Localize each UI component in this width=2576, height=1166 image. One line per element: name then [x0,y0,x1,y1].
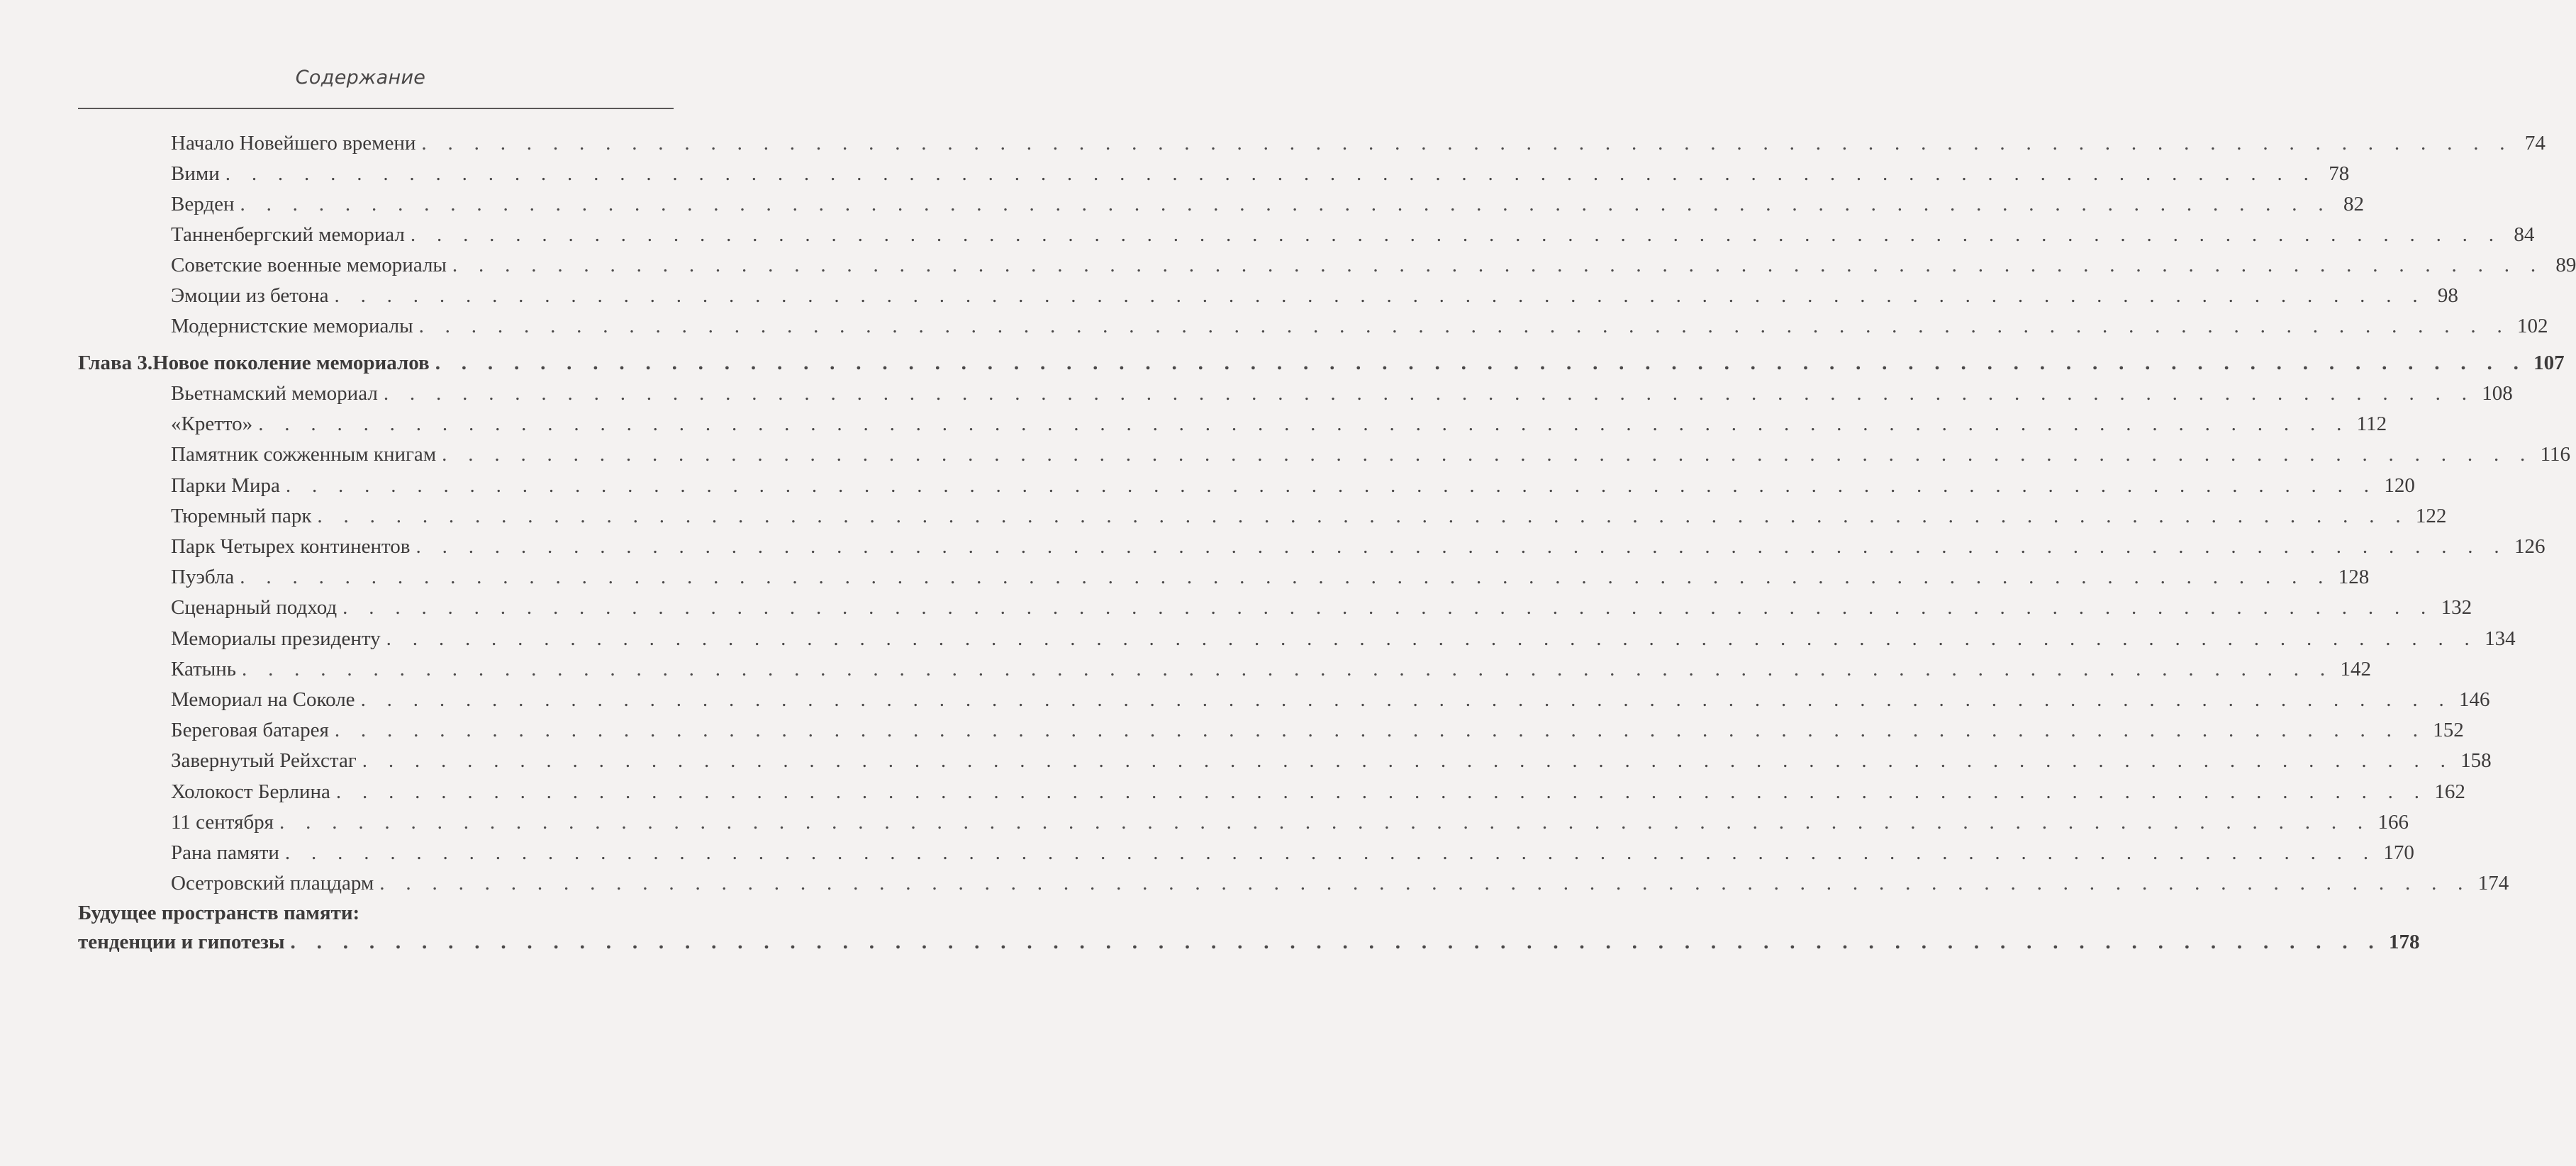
toc-entry-label: «Кретто» [171,413,253,435]
toc-entry-page-number: 158 [2460,749,2492,772]
running-head-title: Содержание [295,67,426,89]
dot-leader: . . . . . . . . . . . . . . . . . . . . . . . . . . . . . . . . . . . . . . . . . . . . . . . . . . . . . . . . . . . . . . . . . . . . . . . . . . . . . . . . [360,688,2453,711]
toc-entry-label: тенденции и гипотезы [78,931,285,953]
dot-leader: . . . . . . . . . . . . . . . . . . . . . . . . . . . . . . . . . . . . . . . . . . . . . . . . . . . . . . . . . . . . . . . . . . . . . . . . . . . . . . . . [335,780,2428,803]
toc-chapter-heading[interactable] [78,347,2565,379]
toc-entry-label: Мемориал на Соколе [171,688,355,711]
toc-entry[interactable] [171,807,2409,838]
toc-entry-label: Вьетнамский мемориал [171,382,378,405]
toc-entry[interactable] [171,470,2415,501]
dot-leader: . . . . . . . . . . . . . . . . . . . . . . . . . . . . . . . . . . . . . . . . . . . . . . . . . . . . . . . . . . . . . . . . . . . . . . . . . . . . . . . . [386,627,2478,650]
dot-leader: . . . . . . . . . . . . . . . . . . . . . . . . . . . . . . . . . . . . . . . . . . . . . . . . . . . . . . . . . . . . . . . . . . . . . . . . . . . . . . . . [421,132,2513,155]
toc-entry-label: Береговая батарея [171,719,329,741]
chapter-number: Глава 3. [78,352,153,374]
toc-entry-label: Памятник сожженным книгам [171,443,437,466]
dot-leader: . . . . . . . . . . . . . . . . . . . . . . . . . . . . . . . . . . . . . . . . . . . . . . . . . . . . . . . . . . . . . . . . . . . . . . . . . . . . . . . . [334,284,2426,307]
toc-entry-page-number: 102 [2517,315,2548,337]
dot-leader: . . . . . . . . . . . . . . . . . . . . . . . . . . . . . . . . . . . . . . . . . . . . . . . . . . . . . . . . . . . . . . . . . . . . . . . . . . . . . . . . [240,193,2331,215]
toc-entry-label: Танненбергский мемориал [171,223,405,246]
toc-entry-label: Парки Мира [171,474,280,497]
toc-entry-label: Парк Четырех континентов [171,535,411,558]
toc-entry[interactable] [171,439,2571,470]
toc-entry-page-number: 166 [2377,811,2409,834]
toc-entry-page-number: 84 [2514,223,2535,246]
dot-leader: . . . . . . . . . . . . . . . . . . . . . . . . . . . . . . . . . . . . . . . . . . . . . . . . . . . . . . . . . . . . . . . . . . . . . . . . . . . . . . . . [362,749,2454,772]
toc-entry-page-number: 112 [2356,413,2387,435]
toc-entry[interactable] [171,776,2465,807]
dot-leader: . . . . . . . . . . . . . . . . . . . . . . . . . . . . . . . . . . . . . . . . . . . . . . . . . . . . . . . . . . . . . . . . . . . . . . . . . . . . . . . . [290,931,2382,953]
toc-final-entry[interactable] [78,926,2420,958]
dot-leader: . . . . . . . . . . . . . . . . . . . . . . . . . . . . . . . . . . . . . . . . . . . . . . . . . . . . . . . . . . . . . . . . . . . . . . . . . . . . . . . . [317,505,2409,527]
toc-entry-page-number: 170 [2383,841,2414,864]
dot-leader: . . . . . . . . . . . . . . . . . . . . . . . . . . . . . . . . . . . . . . . . . . . . . . . . . . . . . . . . . . . . . . . . . . . . . . . . . . . . . . . . [410,223,2502,246]
toc-entry[interactable] [171,654,2371,685]
toc-entry-label: Тюремный парк [171,505,312,527]
dot-leader: . . . . . . . . . . . . . . . . . . . . . . . . . . . . . . . . . . . . . . . . . . . . . . . . . . . . . . . . . . . . . . . . . . . . . . . . . . . . . . . . [342,596,2434,619]
toc-entry-label: Катынь [171,658,236,680]
dot-leader: . . . . . . . . . . . . . . . . . . . . . . . . . . . . . . . . . . . . . . . . . . . . . . . . . . . . . . . . . . . . . . . . . . . . . . . . . . . . . . . . [258,413,2350,435]
dot-leader: . . . . . . . . . . . . . . . . . . . . . . . . . . . . . . . . . . . . . . . . . . . . . . . . . . . . . . . . . . . . . . . . . . . . . . . . . . . . . . . . [442,443,2533,466]
toc-entry-label: Завернутый Рейхстаг [171,749,357,772]
toc-entry-label: Новое поколение мемориалов [152,352,430,374]
toc-entry[interactable] [171,623,2516,654]
toc-entry[interactable] [171,378,2513,409]
toc-entry-page-number: 107 [2533,352,2565,374]
toc-entry-label: Эмоции из бетона [171,284,329,307]
toc-final-entry-line1[interactable]: Будущее пространств памяти: [78,902,360,924]
toc-entry[interactable] [171,745,2492,776]
toc-entry[interactable] [171,531,2546,562]
toc-entry-page-number: 98 [2437,284,2458,307]
dot-leader: . . . . . . . . . . . . . . . . . . . . . . . . . . . . . . . . . . . . . . . . . . . . . . . . . . . . . . . . . . . . . . . . . . . . . . . . . . . . . . . . [225,162,2317,185]
toc-entry[interactable] [171,561,2370,593]
toc-entry-page-number: 120 [2384,474,2415,497]
dot-leader: . . . . . . . . . . . . . . . . . . . . . . . . . . . . . . . . . . . . . . . . . . . . . . . . . . . . . . . . . . . . . . . . . . . . . . . . . . . . . . . . [240,566,2331,588]
toc-entry-page-number: 122 [2415,505,2447,527]
toc-entry[interactable] [171,128,2546,159]
toc-entry-label: Верден [171,193,235,215]
toc-entry-page-number: 128 [2338,566,2370,588]
toc-entry-label: 11 сентября [171,811,274,834]
toc-entry[interactable] [171,684,2490,715]
dot-leader: . . . . . . . . . . . . . . . . . . . . . . . . . . . . . . . . . . . . . . . . . . . . . . . . . . . . . . . . . . . . . . . . . . . . . . . . . . . . . . . . [418,315,2511,337]
toc-entry[interactable] [171,250,2576,281]
toc-entry[interactable] [171,500,2447,532]
toc-entry-page-number: 134 [2485,627,2516,650]
dot-leader: . . . . . . . . . . . . . . . . . . . . . . . . . . . . . . . . . . . . . . . . . . . . . . . . . . . . . . . . . . . . . . . . . . . . . . . . . . . . . . . . [452,254,2544,276]
toc-entry-label: Модернистские мемориалы [171,315,413,337]
dot-leader: . . . . . . . . . . . . . . . . . . . . . . . . . . . . . . . . . . . . . . . . . . . . . . . . . . . . . . . . . . . . . . . . . . . . . . . . . . . . . . . . [284,841,2377,864]
toc-entry-page-number: 178 [2388,931,2420,953]
toc-entry-page-number: 89 [2555,254,2576,276]
toc-entry-page-number: 78 [2329,162,2350,185]
toc-entry-page-number: 152 [2433,719,2464,741]
toc-entry[interactable] [171,189,2364,220]
dot-leader: . . . . . . . . . . . . . . . . . . . . . . . . . . . . . . . . . . . . . . . . . . . . . . . . . . . . . . . . . . . . . . . . . . . . . . . . . . . . . . . . [383,382,2475,405]
toc-entry-label: Пуэбла [171,566,235,588]
toc-entry[interactable] [171,280,2458,311]
dot-leader: . . . . . . . . . . . . . . . . . . . . . . . . . . . . . . . . . . . . . . . . . . . . . . . . . . . . . . . . . . . . . . . . . . . . . . . . . . . . . . . . [334,719,2426,741]
dot-leader: . . . . . . . . . . . . . . . . . . . . . . . . . . . . . . . . . . . . . . . . . . . . . . . . . . . . . . . . . . . . . . . . . . . . . . . . . . . . . . . . [241,658,2334,680]
toc-entry-page-number: 132 [2441,596,2472,619]
toc-entry[interactable] [171,714,2464,746]
toc-entry-page-number: 174 [2477,872,2509,895]
dot-leader: . . . . . . . . . . . . . . . . . . . . . . . . . . . . . . . . . . . . . . . . . . . . . . . . . . . . . . . . . . . . . . . . . . . . . . . . . . . . . . . . [279,811,2371,834]
toc-entry[interactable] [171,837,2414,868]
toc-entry[interactable] [171,219,2535,250]
toc-entry-label: Начало Новейшего времени [171,132,416,155]
dot-leader: . . . . . . . . . . . . . . . . . . . . . . . . . . . . . . . . . . . . . . . . . . . . . . . . . . . . . . . . . . . . . . . . . . . . . . . . . . . . . . . . [435,352,2527,374]
toc-entry-label: Осетровский плацдарм [171,872,374,895]
toc-entry-page-number: 82 [2343,193,2364,215]
toc-entry-label: Советские военные мемориалы [171,254,447,276]
toc-entry-page-number: 108 [2482,382,2513,405]
toc-entry[interactable] [171,310,2548,342]
toc-entry-page-number: 142 [2340,658,2371,680]
toc-entry[interactable] [171,158,2350,189]
toc-entry-label: Сценарный подход [171,596,338,619]
toc-entry-label: Рана памяти [171,841,279,864]
toc-entry-label: Вими [171,162,220,185]
toc-entry-label: Мемориалы президенту [171,627,381,650]
toc-entry[interactable] [171,868,2509,899]
toc-entry-page-number: 74 [2524,132,2546,155]
dot-leader: . . . . . . . . . . . . . . . . . . . . . . . . . . . . . . . . . . . . . . . . . . . . . . . . . . . . . . . . . . . . . . . . . . . . . . . . . . . . . . . . [416,535,2507,558]
toc-entry-page-number: 116 [2540,443,2571,466]
toc-entry[interactable] [171,592,2472,623]
toc-entry-page-number: 146 [2459,688,2490,711]
toc-entry-label: Холокост Берлина [171,780,330,803]
dot-leader: . . . . . . . . . . . . . . . . . . . . . . . . . . . . . . . . . . . . . . . . . . . . . . . . . . . . . . . . . . . . . . . . . . . . . . . . . . . . . . . . [379,872,2471,895]
toc-entry[interactable] [171,408,2387,439]
dot-leader: . . . . . . . . . . . . . . . . . . . . . . . . . . . . . . . . . . . . . . . . . . . . . . . . . . . . . . . . . . . . . . . . . . . . . . . . . . . . . . . . [285,474,2377,497]
toc-entry-page-number: 162 [2434,780,2465,803]
toc-entry-page-number: 126 [2514,535,2546,558]
